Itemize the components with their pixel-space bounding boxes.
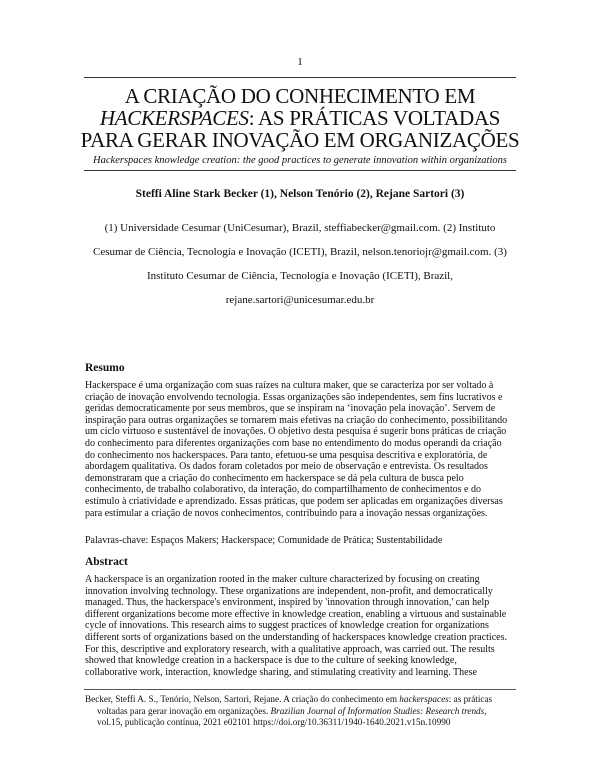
citation-title-end: voltadas para gerar inovação em organizações.: [97, 705, 271, 716]
citation-footer: [85, 694, 525, 729]
abstract-line: different sorts of organizations based on the understanding of hackerspaces knowledge creation practices.: [85, 631, 507, 643]
citation-title-rest: : as práticas: [448, 694, 493, 704]
abstract-line: A hackerspace is an organization rooted in the maker culture characterized by focusing on creating: [85, 574, 480, 585]
abstract-body: [85, 574, 515, 678]
resumo-line: um ciclo virtuoso e sustentável de inovações. O objetivo desta pesquisa é sugerir bons práticas de criação: [85, 426, 507, 438]
resumo-line: conhecimento, de trabalho colaborativo, da interação, do compartilhamento de conhecimentos e do: [85, 484, 481, 496]
abstract-line: For this, descriptive and exploratory research, with a qualitative approach, was carried out. The results: [85, 643, 495, 655]
resumo-line: Hackerspace é uma organização com suas raízes na cultura maker, que se caracteriza por ser voltado à: [85, 380, 494, 391]
resumo-line: para estimular a criação de novos conhecimentos, contribuindo para a inovação nessas organizações.: [85, 507, 488, 519]
author-list: Steffi Aline Stark Becker (1), Nelson Tenório (2), Rejane Sartori (3): [135, 188, 465, 200]
citation-line-3: vol.15, publicação contínua, 2021 e02101 https://doi.org/10.36311/1940-1640.2021.v15n.10990: [97, 717, 451, 727]
footer-rule: [84, 689, 516, 690]
affiliation-line: Instituto Cesumar de Ciência, Tecnología e Inovação (ICETI), Brazil,: [146, 270, 453, 282]
abstract-line: managed. Thus, the hackerspace's environment, inspired by 'innovation through innovation,' can help: [85, 597, 490, 609]
abstract-heading: Abstract: [85, 556, 128, 568]
resumo-line: abordagem qualitativa. Os dados foram coletados por meio de observação e entrevista. Os resultados: [85, 461, 488, 473]
citation-italic-term: hackerspaces: [399, 694, 449, 704]
keywords: Palavras-chave: Espaços Makers; Hackerspace; Comunidade de Prática; Sustentabilidade: [85, 535, 443, 546]
abstract-line: showed that knowledge creation in a hackerspace is due to the culture of seeking knowledge,: [85, 655, 457, 667]
resumo-body: [85, 380, 515, 519]
title-line-2-rest: : AS PRÁTICAS VOLTADAS: [248, 106, 501, 130]
resumo-line: do conhecimento nos hackerspaces. Para tanto, efetuou-se uma pesquisa descritiva e exploratória, de: [85, 449, 488, 461]
title-line-3: PARA GERAR INOVAÇÃO EM ORGANIZAÇÕES: [80, 128, 520, 152]
abstract-line: collaborative work, interaction, knowledge sharing, and stimulating creativity and learning. These: [85, 666, 477, 678]
affiliation-line: Cesumar de Ciência, Tecnología e Inovação (ICETI), Brazil, nelson.tenoriojr@gmail.com. (3): [93, 246, 507, 258]
english-subtitle: Hackerspaces knowledge creation: the good practices to generate innovation within organizations: [93, 155, 507, 166]
title-line-2: [60, 107, 540, 129]
title-italic-term: HACKERSPACES: [99, 106, 249, 130]
citation-line-2: [85, 706, 525, 718]
resumo-line: inspiração para outras organizações se tornarem mais efetivas na criação do conhecimento, possibilitando: [85, 414, 508, 426]
page-number: 1: [297, 56, 303, 68]
citation-authors: Becker, Steffi A. S., Tenório, Nelson, Sartori, Rejane. A criação do conhecimento em: [85, 694, 400, 704]
abstract-line: different organizations become more effective in knowledge creation, enabling a virtuous and sustainable: [85, 608, 507, 620]
affiliation-line: rejane.sartori@unicesumar.edu.br: [225, 294, 375, 306]
abstract-line: cycle of innovations. This research aims to suggest practices of knowledge creation for organizations: [85, 620, 489, 632]
citation-line-1: [85, 694, 525, 706]
subtitle-rule: [84, 170, 516, 171]
affiliation-line: (1) Universidade Cesumar (UniCesumar), Brazil, steffiabecker@gmail.com. (2) Instituto: [104, 222, 496, 234]
resumo-line: do conhecimento para diferentes organizações com base no entendimento do modus operandi da criação: [85, 437, 502, 449]
resumo-heading: Resumo: [85, 362, 125, 374]
journal-name: Brazilian Journal of Information Studies: Research trends: [270, 705, 485, 716]
resumo-line: estímulo à criatividade e aprendizado. Essas práticas, que podem ser aplicadas em organizações diversas: [85, 495, 503, 507]
resumo-line: criação de inovação envolvendo tecnologia. Essas organizações são independentes, sem fins lucrativos e: [85, 391, 503, 403]
affiliations: [80, 216, 520, 312]
resumo-line: demonstraram que a criação do conhecimento em hackerspace se dá pela cultura de busca pelo: [85, 472, 464, 484]
title-line-1: A CRIAÇÃO DO CONHECIMENTO EM: [124, 84, 476, 108]
citation-comma: ,: [484, 705, 487, 716]
abstract-line: innovation involving technology. These organizations are independent, non-profit, and democratically: [85, 585, 493, 597]
paper-title: [60, 85, 540, 151]
resumo-line: geridas democraticamente por seus membros, que se inspiram na ‘inovação pela inovação’. Servem de: [85, 403, 496, 415]
header-rule: [84, 77, 516, 78]
